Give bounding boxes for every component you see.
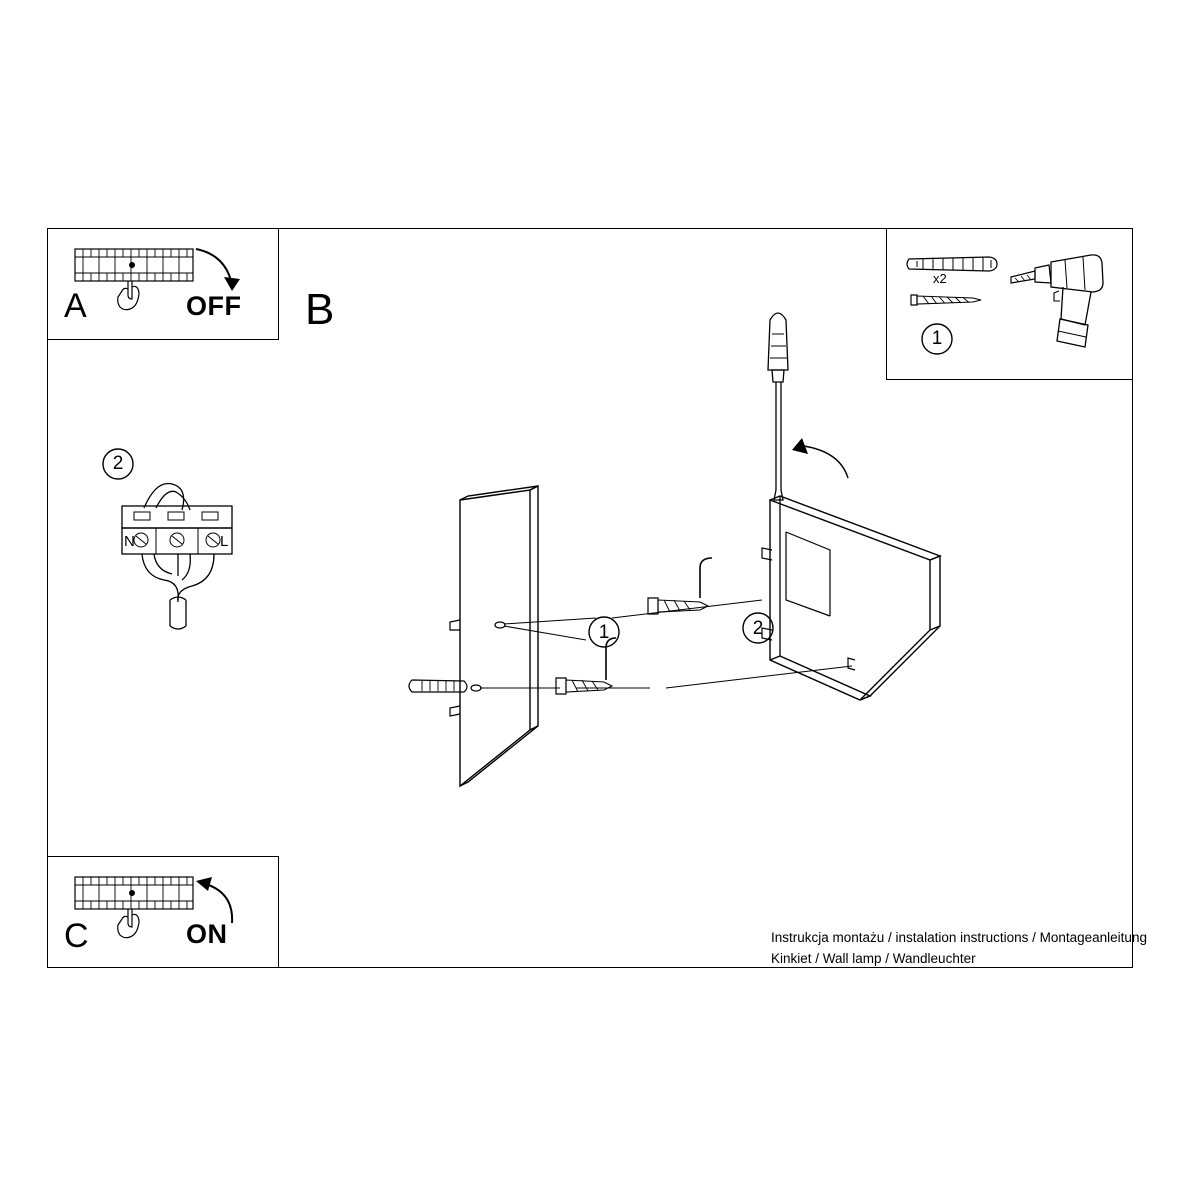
footer-line-1: Instrukcja montażu / instalation instructions / Montageanleitung [771, 930, 1147, 945]
footer-block [771, 928, 1147, 970]
panel-a [47, 228, 279, 340]
wall-plug-left [409, 680, 467, 692]
tools-step-number: 1 [931, 328, 943, 349]
screw-hook-top [700, 558, 712, 598]
panel-c-action-label: ON [186, 919, 228, 949]
drill-icon [1005, 249, 1125, 359]
wiring-step-number: 2 [112, 453, 124, 474]
mounting-plate [450, 486, 538, 786]
svg-text:L: L [220, 533, 229, 550]
svg-text:N: N [124, 533, 135, 550]
wall-lamp-body [762, 496, 940, 700]
tools-quantity-label: x2 [933, 271, 947, 286]
panel-c [47, 856, 279, 968]
footer-line-2: Kinkiet / Wall lamp / Wandleuchter [771, 950, 976, 966]
panel-c-letter: C [64, 917, 89, 955]
main-assembly-diagram [400, 300, 1000, 820]
screw-into-plate-top [648, 598, 708, 614]
main-callout-2: 2 [752, 618, 764, 639]
main-callout-1: 1 [598, 622, 610, 643]
panel-a-action-label: OFF [186, 291, 242, 321]
wall-plug-icon [903, 247, 1013, 281]
panel-b-letter: B [305, 285, 335, 334]
rotation-arrow-icon [792, 438, 848, 478]
panel-a-letter: A [64, 287, 87, 325]
screwdriver-icon [768, 313, 788, 500]
